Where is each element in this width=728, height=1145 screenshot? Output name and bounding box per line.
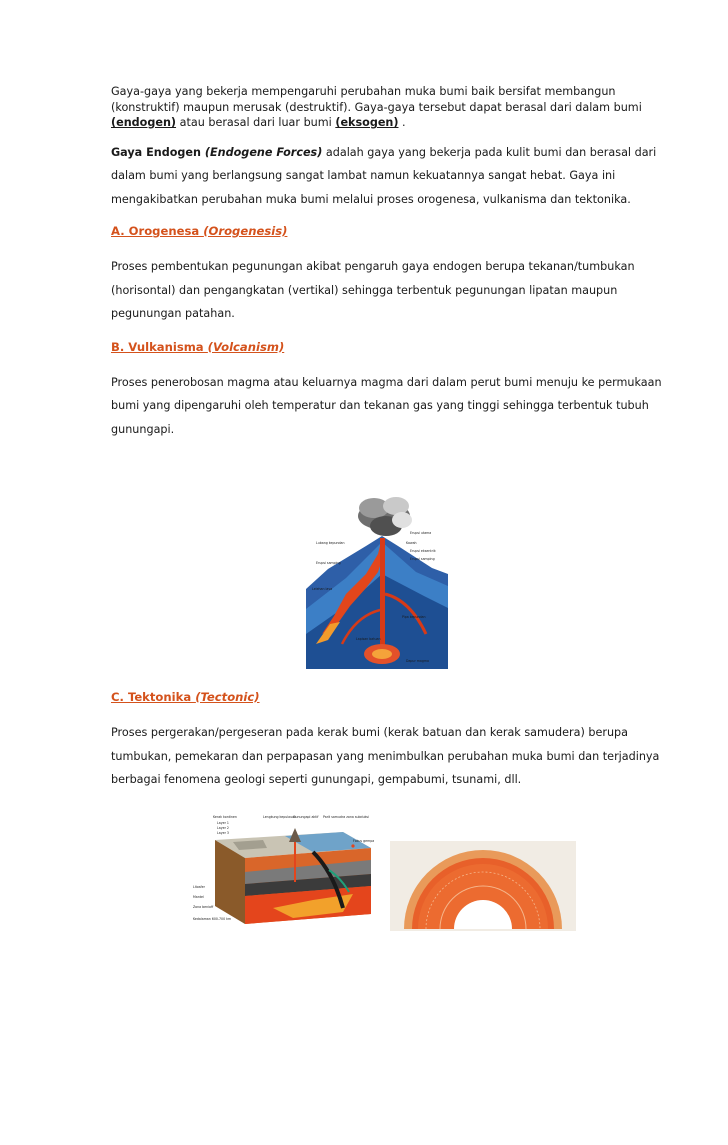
tect-label-gunungapi: Gunungapi aktif — [293, 815, 319, 819]
eksogen-term: (eksogen) — [335, 116, 399, 129]
tect-label-layer1: Layer 1 — [217, 821, 229, 825]
section-b-heading — [111, 340, 671, 354]
tect-label-mantel: Mantel — [193, 895, 204, 899]
intro-text-1: Gaya-gaya yang bekerja mempengaruhi perubahan muka bumi baik bersifat membangun (konstruktif) maupun merusak (destruktif). Gaya-gaya tersebut dapat berasal dari dalam bumi — [111, 85, 642, 114]
tect-label-litosfer: Litosfer — [193, 885, 205, 889]
tect-label-layer3: Layer 3 — [217, 831, 229, 835]
volcano-label-5: Erupsi utama — [410, 531, 432, 535]
tect-label-parit: Parit samudra zona subduksi — [323, 815, 369, 819]
tect-label-lengkung: Lengkung kepulauan — [263, 815, 297, 819]
volcano-label-2: Kawah — [406, 541, 417, 545]
endogen-term: (endogen) — [111, 116, 177, 129]
volcano-label-9: Lapisan batuan — [356, 637, 381, 641]
earth-section-figure — [390, 841, 576, 931]
tectonic-figure — [193, 812, 385, 932]
volcano-label-4: Lelehan lava — [312, 587, 333, 591]
volcano-label-6: Erupsi eksentrik — [410, 549, 436, 553]
intro-text-3: . — [398, 116, 406, 129]
volcano-label-10: Dapur magma — [406, 659, 429, 663]
volcano-label-8: Pipa kepundan — [402, 615, 426, 619]
tect-label-kedalaman: Kedalaman 600-700 km — [193, 917, 232, 921]
section-a-title-en: (Orogenesis) — [203, 224, 288, 238]
endogen-paragraph — [111, 141, 671, 212]
document-page-lower — [111, 690, 671, 792]
endogen-rest: adalah gaya yang bekerja pada kulit bumi dan berasal dari dalam bumi yang berlangsung sangat lambat namun kekuatannya sangat hebat. Gaya ini mengakibatkan perubahan muka bumi melalui proses orogenesa, vulkanisma dan tektonika. — [111, 145, 657, 206]
volcano-figure — [306, 494, 448, 669]
section-b-title: B. Vulkanisma — [111, 339, 208, 354]
tectonic-diagram — [193, 812, 385, 932]
section-c-body: Proses pergerakan/pergeseran pada kerak bumi (kerak batuan dan kerak samudera) berupa tumbukan, pemekaran dan perpapasan yang menimbulkan perubahan muka bumi dan terjadinya berbagai fenomena geologi seperti gunungapi, gempabumi, tsunami, dll. — [111, 726, 660, 786]
volcano-label-1: Lubang kepundan — [316, 541, 345, 545]
volcano-label-7: Erupsi samping — [410, 557, 435, 561]
tect-label-fokus: Fokus gempa — [353, 839, 375, 843]
volcano-diagram — [306, 494, 448, 669]
earth-section-diagram — [390, 841, 576, 931]
section-a-body: Proses pembentukan pegunungan akibat pengaruh gaya endogen berupa tekanan/tumbukan (horisontal) dan pengangkatan (vertikal) sehingga terbentuk pegunungan lipatan maupun pegunungan patahan. — [111, 260, 635, 320]
tect-label-zona: Zona benioff — [193, 905, 214, 909]
tect-label-layer2: Layer 2 — [217, 826, 229, 830]
volcano-label-3: Erupsi samping — [316, 561, 341, 565]
section-a-heading — [111, 224, 671, 238]
section-a-title: A. Orogenesa — [111, 224, 204, 238]
section-c-heading — [111, 690, 671, 704]
tect-label-kerak: Kerak kontinen — [213, 815, 237, 819]
section-b-body: Proses penerobosan magma atau keluarnya magma dari dalam perut bumi menuju ke permukaan bumi yang dipengaruhi oleh temperatur dan tekanan gas yang tinggi sehingga terbentuk tubuh gunungapi. — [111, 375, 662, 436]
section-c-title-en: (Tectonic) — [195, 690, 260, 704]
intro-text-2: atau berasal dari luar bumi — [176, 116, 336, 129]
endogen-bold: Gaya Endogen — [111, 145, 205, 159]
section-b-title-en: (Volcanism) — [207, 339, 285, 354]
endogen-italic: (Endogene Forces) — [204, 145, 323, 159]
intro-paragraph — [111, 84, 671, 131]
document-page — [111, 84, 671, 441]
section-c-title: C. Tektonika — [111, 690, 196, 704]
